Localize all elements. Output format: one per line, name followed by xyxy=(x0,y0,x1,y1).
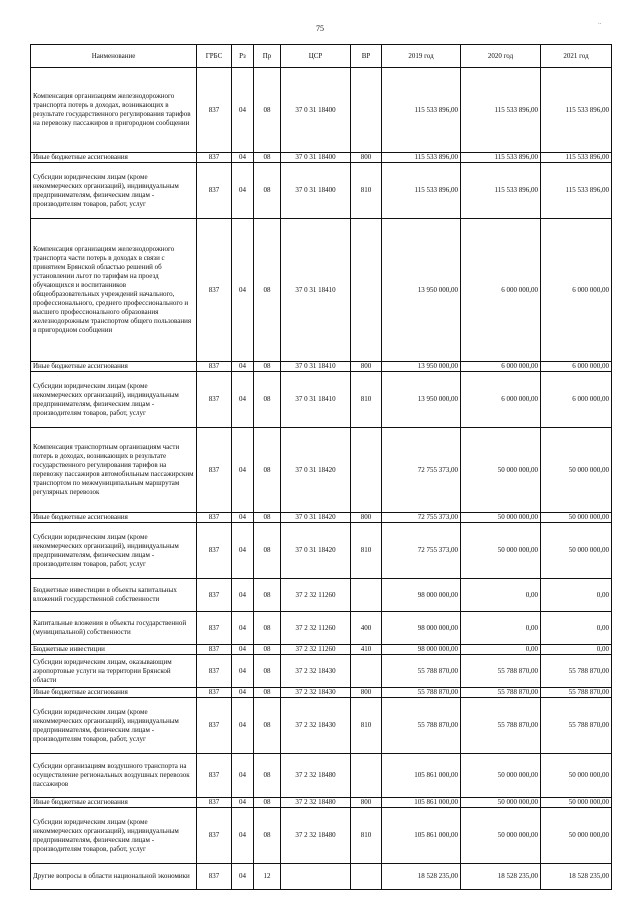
cell-grbs: 837 xyxy=(197,612,232,645)
cell-vr xyxy=(351,655,382,688)
cell-name: Субсидии юридическим лицам (кроме некоммерческих организаций), индивидуальным предпринимателям, физическим лицам - производителям товаров, работ, услуг xyxy=(31,698,197,754)
cell-grbs: 837 xyxy=(197,362,232,372)
corner-mark: .. xyxy=(598,18,602,26)
table-row xyxy=(31,68,612,153)
cell-csr: 37 2 32 11260 xyxy=(281,645,351,655)
cell-csr: 37 2 32 11260 xyxy=(281,612,351,645)
cell-grbs: 837 xyxy=(197,864,232,890)
column-header-2021: 2021 год xyxy=(541,45,612,68)
cell-grbs: 837 xyxy=(197,163,232,219)
cell-vr xyxy=(351,428,382,513)
cell-pr: 08 xyxy=(254,372,281,428)
cell-csr: 37 0 31 18420 xyxy=(281,523,351,579)
column-header-csr: ЦСР xyxy=(281,45,351,68)
cell-csr: 37 0 31 18410 xyxy=(281,372,351,428)
table-row xyxy=(31,864,612,890)
column-header-2020: 2020 год xyxy=(461,45,541,68)
budget-table xyxy=(30,44,612,890)
cell-csr: 37 2 32 11260 xyxy=(281,579,351,612)
table-row xyxy=(31,362,612,372)
cell-name: Иные бюджетные ассигнования xyxy=(31,362,197,372)
cell-y2021: 6 000 000,00 xyxy=(541,219,612,362)
cell-vr xyxy=(351,754,382,798)
cell-y2021: 0,00 xyxy=(541,579,612,612)
cell-y2021: 115 533 896,00 xyxy=(541,68,612,153)
cell-rz: 04 xyxy=(232,655,254,688)
cell-csr: 37 0 31 18420 xyxy=(281,513,351,523)
cell-pr: 08 xyxy=(254,219,281,362)
cell-y2021: 6 000 000,00 xyxy=(541,362,612,372)
cell-grbs: 837 xyxy=(197,219,232,362)
cell-rz: 04 xyxy=(232,513,254,523)
cell-vr: 810 xyxy=(351,372,382,428)
cell-y2019: 105 861 000,00 xyxy=(382,754,461,798)
cell-rz: 04 xyxy=(232,688,254,698)
cell-vr: 400 xyxy=(351,612,382,645)
cell-vr: 810 xyxy=(351,523,382,579)
cell-vr xyxy=(351,579,382,612)
table-row xyxy=(31,513,612,523)
column-header-rz: Рз xyxy=(232,45,254,68)
cell-y2019: 98 000 000,00 xyxy=(382,612,461,645)
cell-rz: 04 xyxy=(232,219,254,362)
column-header-vr: ВР xyxy=(351,45,382,68)
cell-csr: 37 0 31 18400 xyxy=(281,153,351,163)
cell-name: Иные бюджетные ассигнования xyxy=(31,513,197,523)
cell-vr: 810 xyxy=(351,163,382,219)
table-row xyxy=(31,579,612,612)
cell-vr: 410 xyxy=(351,645,382,655)
cell-y2021: 50 000 000,00 xyxy=(541,798,612,808)
cell-csr xyxy=(281,864,351,890)
cell-grbs: 837 xyxy=(197,808,232,864)
cell-y2019: 105 861 000,00 xyxy=(382,798,461,808)
cell-name: Другие вопросы в области национальной экономики xyxy=(31,864,197,890)
cell-rz: 04 xyxy=(232,698,254,754)
cell-csr: 37 2 32 18480 xyxy=(281,754,351,798)
cell-name: Субсидии организациям воздушного транспорта на осуществление региональных воздушных перевозок пассажиров xyxy=(31,754,197,798)
cell-rz: 04 xyxy=(232,68,254,153)
cell-y2019: 55 788 870,00 xyxy=(382,698,461,754)
cell-y2020: 0,00 xyxy=(461,612,541,645)
cell-y2020: 50 000 000,00 xyxy=(461,754,541,798)
cell-rz: 04 xyxy=(232,798,254,808)
cell-rz: 04 xyxy=(232,362,254,372)
cell-pr: 08 xyxy=(254,68,281,153)
cell-y2020: 55 788 870,00 xyxy=(461,688,541,698)
cell-vr: 800 xyxy=(351,153,382,163)
cell-rz: 04 xyxy=(232,372,254,428)
cell-csr: 37 0 31 18410 xyxy=(281,219,351,362)
cell-name: Бюджетные инвестиции xyxy=(31,645,197,655)
cell-pr: 08 xyxy=(254,688,281,698)
cell-y2019: 55 788 870,00 xyxy=(382,655,461,688)
table-row xyxy=(31,612,612,645)
cell-csr: 37 2 32 18480 xyxy=(281,808,351,864)
cell-y2020: 6 000 000,00 xyxy=(461,219,541,362)
cell-y2019: 13 950 000,00 xyxy=(382,219,461,362)
cell-y2020: 6 000 000,00 xyxy=(461,362,541,372)
cell-name: Компенсация транспортным организациям части потерь в доходах, возникающих в результате государственного регулирования тарифов на перевозку пассажиров автомобильным пассажирским транспортом по межмуниципальным маршрутам регулярных перевозок xyxy=(31,428,197,513)
cell-y2019: 13 950 000,00 xyxy=(382,372,461,428)
column-header-pr: Пр xyxy=(254,45,281,68)
cell-y2020: 50 000 000,00 xyxy=(461,798,541,808)
cell-pr: 08 xyxy=(254,798,281,808)
cell-y2021: 115 533 896,00 xyxy=(541,153,612,163)
cell-pr: 12 xyxy=(254,864,281,890)
cell-vr: 800 xyxy=(351,688,382,698)
cell-y2021: 50 000 000,00 xyxy=(541,523,612,579)
cell-name: Иные бюджетные ассигнования xyxy=(31,688,197,698)
cell-y2020: 50 000 000,00 xyxy=(461,428,541,513)
table-row xyxy=(31,163,612,219)
table-row xyxy=(31,372,612,428)
cell-y2019: 55 788 870,00 xyxy=(382,688,461,698)
cell-pr: 08 xyxy=(254,153,281,163)
cell-y2021: 55 788 870,00 xyxy=(541,688,612,698)
cell-y2020: 55 788 870,00 xyxy=(461,698,541,754)
cell-name: Иные бюджетные ассигнования xyxy=(31,153,197,163)
cell-y2020: 50 000 000,00 xyxy=(461,523,541,579)
cell-y2019: 98 000 000,00 xyxy=(382,579,461,612)
cell-grbs: 837 xyxy=(197,68,232,153)
table-row xyxy=(31,655,612,688)
table-row xyxy=(31,754,612,798)
cell-y2021: 50 000 000,00 xyxy=(541,754,612,798)
column-header-grbs: ГРБС xyxy=(197,45,232,68)
cell-y2020: 6 000 000,00 xyxy=(461,372,541,428)
cell-y2021: 50 000 000,00 xyxy=(541,428,612,513)
column-header-2019: 2019 год xyxy=(382,45,461,68)
cell-y2021: 115 533 896,00 xyxy=(541,163,612,219)
cell-y2020: 115 533 896,00 xyxy=(461,163,541,219)
cell-y2021: 55 788 870,00 xyxy=(541,698,612,754)
cell-y2020: 50 000 000,00 xyxy=(461,808,541,864)
cell-y2020: 18 528 235,00 xyxy=(461,864,541,890)
table-row xyxy=(31,219,612,362)
cell-csr: 37 2 32 18430 xyxy=(281,698,351,754)
cell-rz: 04 xyxy=(232,808,254,864)
cell-grbs: 837 xyxy=(197,372,232,428)
cell-rz: 04 xyxy=(232,163,254,219)
cell-y2019: 105 861 000,00 xyxy=(382,808,461,864)
cell-rz: 04 xyxy=(232,612,254,645)
cell-y2021: 0,00 xyxy=(541,645,612,655)
cell-name: Компенсация организациям железнодорожного транспорта потерь в доходах, возникающих в результате государственного регулирования тарифов на перевозку пассажиров в пригородном сообщении xyxy=(31,68,197,153)
cell-rz: 04 xyxy=(232,153,254,163)
cell-name: Субсидии юридическим лицам, оказывающим аэропортовые услуги на территории Брянской области xyxy=(31,655,197,688)
cell-pr: 08 xyxy=(254,645,281,655)
cell-vr: 800 xyxy=(351,362,382,372)
column-header-name: Наименование xyxy=(31,45,197,68)
table-row xyxy=(31,808,612,864)
cell-name: Субсидии юридическим лицам (кроме некоммерческих организаций), индивидуальным предпринимателям, физическим лицам - производителям товаров, работ, услуг xyxy=(31,808,197,864)
cell-pr: 08 xyxy=(254,698,281,754)
page-number: 75 xyxy=(316,24,324,33)
cell-name: Субсидии юридическим лицам (кроме некоммерческих организаций), индивидуальным предпринимателям, физическим лицам - производителям товаров, работ, услуг xyxy=(31,163,197,219)
cell-y2020: 55 788 870,00 xyxy=(461,655,541,688)
cell-csr: 37 2 32 18430 xyxy=(281,688,351,698)
cell-y2020: 0,00 xyxy=(461,645,541,655)
cell-vr: 800 xyxy=(351,798,382,808)
cell-grbs: 837 xyxy=(197,153,232,163)
cell-y2020: 115 533 896,00 xyxy=(461,68,541,153)
cell-name: Субсидии юридическим лицам (кроме некоммерческих организаций), индивидуальным предпринимателям, физическим лицам - производителям товаров, работ, услуг xyxy=(31,523,197,579)
cell-pr: 08 xyxy=(254,513,281,523)
cell-vr: 810 xyxy=(351,698,382,754)
table-row xyxy=(31,688,612,698)
cell-y2020: 115 533 896,00 xyxy=(461,153,541,163)
cell-pr: 08 xyxy=(254,612,281,645)
cell-y2021: 55 788 870,00 xyxy=(541,655,612,688)
cell-pr: 08 xyxy=(254,428,281,513)
cell-csr: 37 0 31 18400 xyxy=(281,68,351,153)
cell-y2021: 50 000 000,00 xyxy=(541,513,612,523)
cell-y2019: 72 755 373,00 xyxy=(382,513,461,523)
cell-grbs: 837 xyxy=(197,645,232,655)
cell-vr xyxy=(351,864,382,890)
table-row xyxy=(31,428,612,513)
cell-y2021: 6 000 000,00 xyxy=(541,372,612,428)
table-header-row xyxy=(31,45,612,68)
table-row xyxy=(31,698,612,754)
cell-name: Субсидии юридическим лицам (кроме некоммерческих организаций), индивидуальным предпринимателям, физическим лицам - производителям товаров, работ, услуг xyxy=(31,372,197,428)
cell-name: Иные бюджетные ассигнования xyxy=(31,798,197,808)
cell-grbs: 837 xyxy=(197,698,232,754)
cell-pr: 08 xyxy=(254,362,281,372)
cell-y2019: 115 533 896,00 xyxy=(382,68,461,153)
cell-y2019: 115 533 896,00 xyxy=(382,153,461,163)
cell-csr: 37 0 31 18420 xyxy=(281,428,351,513)
cell-pr: 08 xyxy=(254,579,281,612)
cell-csr: 37 0 31 18400 xyxy=(281,163,351,219)
cell-grbs: 837 xyxy=(197,655,232,688)
table-row xyxy=(31,798,612,808)
table-row xyxy=(31,523,612,579)
cell-grbs: 837 xyxy=(197,754,232,798)
cell-y2019: 72 755 373,00 xyxy=(382,428,461,513)
cell-grbs: 837 xyxy=(197,798,232,808)
cell-rz: 04 xyxy=(232,864,254,890)
cell-name: Капитальные вложения в объекты государственной (муниципальной) собственности xyxy=(31,612,197,645)
cell-rz: 04 xyxy=(232,645,254,655)
cell-y2019: 13 950 000,00 xyxy=(382,362,461,372)
cell-y2020: 0,00 xyxy=(461,579,541,612)
cell-y2021: 50 000 000,00 xyxy=(541,808,612,864)
cell-csr: 37 0 31 18410 xyxy=(281,362,351,372)
cell-rz: 04 xyxy=(232,754,254,798)
cell-y2021: 0,00 xyxy=(541,612,612,645)
cell-name: Компенсация организациям железнодорожного транспорта части потерь в доходах в связи с принятием Брянской областью решений об установлении льгот по тарифам на проезд обучающихся и воспитанников общеобразовательных учреждений начального, профессионального, среднего профессионального и высшего профессионального образования железнодорожным транспортом общего пользования в пригородном сообщении xyxy=(31,219,197,362)
cell-vr xyxy=(351,68,382,153)
cell-csr: 37 2 32 18480 xyxy=(281,798,351,808)
cell-grbs: 837 xyxy=(197,523,232,579)
cell-name: Бюджетные инвестиции в объекты капитальных вложений государственной собственности xyxy=(31,579,197,612)
table-row xyxy=(31,153,612,163)
table-row xyxy=(31,645,612,655)
cell-pr: 08 xyxy=(254,754,281,798)
cell-y2019: 98 000 000,00 xyxy=(382,645,461,655)
cell-y2020: 50 000 000,00 xyxy=(461,513,541,523)
cell-rz: 04 xyxy=(232,523,254,579)
table-body xyxy=(31,68,612,890)
cell-pr: 08 xyxy=(254,808,281,864)
cell-vr xyxy=(351,219,382,362)
cell-y2019: 115 533 896,00 xyxy=(382,163,461,219)
cell-grbs: 837 xyxy=(197,688,232,698)
cell-pr: 08 xyxy=(254,655,281,688)
cell-pr: 08 xyxy=(254,163,281,219)
cell-grbs: 837 xyxy=(197,428,232,513)
cell-grbs: 837 xyxy=(197,579,232,612)
cell-pr: 08 xyxy=(254,523,281,579)
cell-rz: 04 xyxy=(232,428,254,513)
cell-vr: 800 xyxy=(351,513,382,523)
cell-grbs: 837 xyxy=(197,513,232,523)
cell-vr: 810 xyxy=(351,808,382,864)
cell-y2019: 18 528 235,00 xyxy=(382,864,461,890)
cell-rz: 04 xyxy=(232,579,254,612)
cell-y2019: 72 755 373,00 xyxy=(382,523,461,579)
cell-y2021: 18 528 235,00 xyxy=(541,864,612,890)
cell-csr: 37 2 32 18430 xyxy=(281,655,351,688)
